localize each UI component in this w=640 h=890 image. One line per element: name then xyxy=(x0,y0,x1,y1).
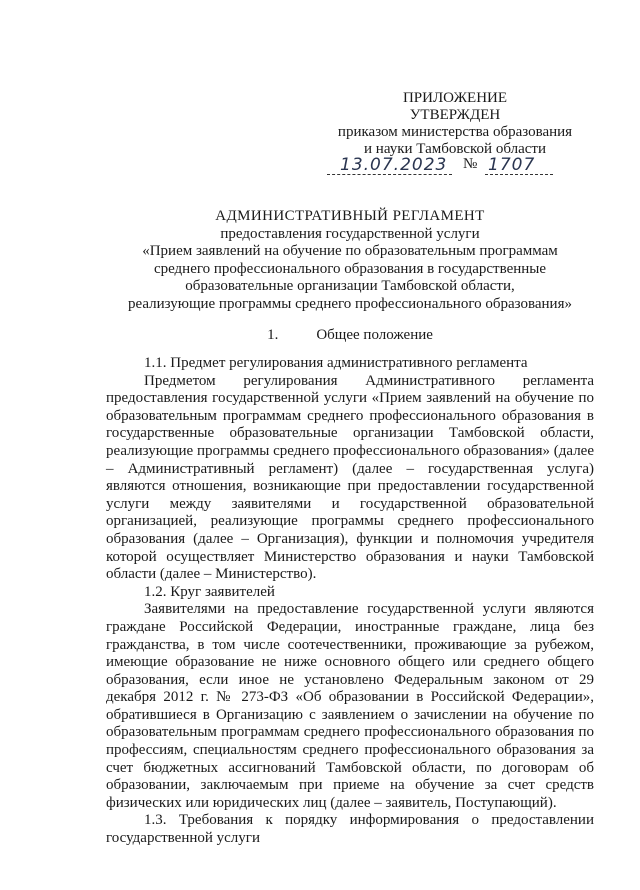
order-date: 13.07.2023 xyxy=(340,155,448,175)
order-date-number xyxy=(325,156,585,178)
subsection-heading: 1.2. Круг заявителей xyxy=(144,583,275,600)
approval-stamp xyxy=(325,90,585,158)
approved-label: УТВЕРЖДЕН xyxy=(409,107,501,123)
paragraph: Заявителями на предоставление государственной услуги являются граждане Российской Федерации, иностранные граждане, лица без гражданства, в том числе соотечественники, проживающие за рубежом, имеющие образование не ниже основного общего или среднего общего образования, если иное не установлено Федеральным законом от 29 декабря 2012 г. № 273-ФЗ «Об образовании в Российской Федерации», обратившиеся в Организацию с заявлением о зачислении на обучение по образовательным программам среднего профессионального образования по профессиям, специальностям среднего профессионального образования за счет бюджетных ассигнований Тамбовской области, по договорам об образовании, заключаемым при приеме на обучение за счет средств физических или юридических лиц (далее – заявитель, Поступающий). xyxy=(106,601,594,811)
document-title xyxy=(100,208,600,313)
order-number: 1707 xyxy=(488,155,536,175)
title-line: образовательные организации Тамбовской области, xyxy=(185,278,515,294)
title-line: «Прием заявлений на обучение по образовательным программам xyxy=(142,243,558,259)
paragraph: 1.3. Требования к порядку информирования о предоставлении государственной услуги xyxy=(106,812,594,847)
subsection-heading: 1.1. Предмет регулирования административного регламента xyxy=(144,355,528,371)
paragraph: Предметом регулирования Административного регламента предоставления государственной услуги «Прием заявлений на обучение по образовательным программам среднего профессионального образования в государственные образовательные организации Тамбовской области, реализующие программы среднего профессионального образования» (далее – Административный регламент) (далее – государственная услуга) являются отношения, возникающие при предоставлении государственной услуги между заявителями и государственной образовательной организацией, реализующие программы среднего профессионального образования (далее – Организация), функции и полномочия учредителя которой осуществляет Министерство образования и науки Тамбовской области (далее – Министерство). xyxy=(106,372,594,583)
title-line: реализующие программы среднего профессионального образования» xyxy=(127,295,572,312)
section-number: 1. xyxy=(267,327,279,343)
document-body xyxy=(106,355,594,848)
order-line-1: приказом министерства образования xyxy=(337,124,573,140)
title-line: среднего профессионального образования в государственные xyxy=(153,260,547,277)
section-title: Общее положение xyxy=(316,327,433,343)
number-sign: № xyxy=(463,156,478,172)
title-line: предоставления государственной услуги xyxy=(220,225,480,242)
title-main: АДМИНИСТРАТИВНЫЙ РЕГЛАМЕНТ xyxy=(215,208,485,224)
section-heading xyxy=(100,327,600,344)
order-line-2: и науки Тамбовской области xyxy=(364,141,546,157)
appendix-label: ПРИЛОЖЕНИЕ xyxy=(402,90,508,106)
